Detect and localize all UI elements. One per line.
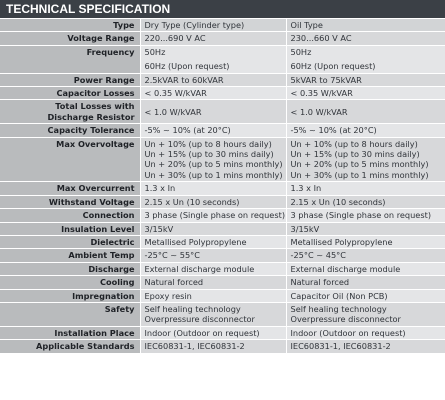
spec-row-cooling [0,276,445,289]
value-line: IEC60831-1, IEC60831-2 [290,341,391,352]
spec-row-impregnation [0,289,445,302]
row-label: Cooling [0,276,140,289]
dry-value [140,235,286,248]
spec-row-discharge [0,262,445,275]
spec-row-withstand-voltage [0,195,445,208]
oil-value [286,340,445,353]
spec-row-max-overcurrent [0,182,445,195]
value-line: 2.15 x Un (10 seconds) [144,196,240,207]
dry-value [140,302,286,326]
oil-value [286,262,445,275]
value-line: Overpressure disconnector [144,314,255,325]
row-label: Impregnation [0,289,140,302]
dry-value [140,276,286,289]
value-line: 50Hz [290,46,312,57]
row-label: Installation Place [0,326,140,339]
oil-value [286,32,445,45]
oil-value [286,276,445,289]
value-line: 230...660 V AC [290,33,352,44]
spec-row-dielectric [0,235,445,248]
spec-title: TECHNICAL SPECIFICATION [0,0,445,19]
value-line: Un + 15% (up to 30 mins daily) [144,149,274,160]
value-line: < 1.0 W/kVAR [290,106,348,117]
dry-value [140,124,286,137]
spec-row-power-range [0,73,445,86]
dry-value [140,222,286,235]
dry-value [140,45,286,73]
oil-value [286,235,445,248]
value-line: Natural forced [144,277,204,288]
value-line: 220...690 V AC [144,33,206,44]
spec-row-capacity-tolerance [0,124,445,137]
value-line: Self healing technology [290,303,387,314]
row-label: Capacitor Losses [0,87,140,100]
spec-row-ambient-temp [0,249,445,262]
value-line: Indoor (Outdoor on request) [144,327,260,338]
row-label: Connection [0,209,140,222]
oil-value [286,326,445,339]
oil-value [286,182,445,195]
value-line: Un + 20% (up to 5 mins monthly) [144,159,283,170]
oil-value [286,19,445,32]
value-line: Metallised Polypropylene [144,236,247,247]
value-line: Un + 20% (up to 5 mins monthly) [290,159,429,170]
spec-row-connection [0,209,445,222]
value-line: Un + 30% (up to 1 mins monthly) [290,169,429,180]
oil-value [286,73,445,86]
value-line: 1.3 x In [290,183,322,194]
value-line: 3 phase (Single phase on request) [144,210,286,221]
value-line: -5% ~ 10% (at 20°C) [290,125,377,136]
value-line: 5kVAR to 75kVAR [290,74,362,85]
row-label: Capacity Tolerance [0,124,140,137]
value-line: Metallised Polypropylene [290,236,393,247]
spec-row-voltage-range [0,32,445,45]
dry-value [140,19,286,32]
label-line: Discharge Resistor [47,111,135,122]
dry-value [140,87,286,100]
dry-value [140,100,286,124]
oil-value [286,137,445,182]
row-label: Power Range [0,73,140,86]
spec-row-applicable-standards [0,340,445,353]
spec-row-capacitor-losses [0,87,445,100]
value-line: < 0.35 W/kVAR [290,88,353,99]
row-label: Safety [0,302,140,326]
dry-value [140,326,286,339]
dry-value [140,289,286,302]
oil-value [286,302,445,326]
value-line: 2.5kVAR to 60kVAR [144,74,224,85]
value-line: Epoxy resin [144,290,192,301]
value-line: < 0.35 W/kVAR [144,88,207,99]
row-label: Max Overcurrent [0,182,140,195]
value-line: Un + 15% (up to 30 mins daily) [290,149,420,160]
value-line: -25°C ~ 55°C [144,250,200,261]
oil-value [286,100,445,124]
spec-table [0,19,445,354]
dry-value [140,340,286,353]
oil-value [286,45,445,73]
value-line: External discharge module [144,263,255,274]
row-label: Applicable Standards [0,340,140,353]
dry-value [140,249,286,262]
value-line: Indoor (Outdoor on request) [290,327,406,338]
spec-row-frequency [0,45,445,73]
label-line: Total Losses with [55,101,135,112]
spec-row-type [0,19,445,32]
value-line: Un + 30% (up to 1 mins monthly) [144,169,283,180]
value-line: -5% ~ 10% (at 20°C) [144,125,231,136]
spec-row-insulation-level [0,222,445,235]
row-label [0,100,140,124]
spec-row-installation-place [0,326,445,339]
row-label: Withstand Voltage [0,195,140,208]
row-label: Voltage Range [0,32,140,45]
value-line: < 1.0 W/kVAR [144,106,202,117]
row-label: Type [0,19,140,32]
value-line: 60Hz (Upon request) [144,61,230,72]
value-line: 1.3 x In [144,183,176,194]
dry-value [140,182,286,195]
oil-value [286,289,445,302]
dry-value [140,73,286,86]
oil-value [286,209,445,222]
oil-value [286,124,445,137]
value-line: 2.15 x Un (10 seconds) [290,196,386,207]
value-line: 3/15kV [290,223,320,234]
value-line: Un + 10% (up to 8 hours daily) [290,138,418,149]
value-line: 50Hz [144,46,166,57]
oil-value [286,87,445,100]
oil-value [286,195,445,208]
dry-value [140,32,286,45]
value-line: Dry Type (Cylinder type) [144,20,245,30]
dry-value [140,195,286,208]
value-line: Oil Type [290,20,323,30]
dry-value [140,209,286,222]
value-line: 3/15kV [144,223,174,234]
value-line: Capacitor Oil (Non PCB) [290,290,388,301]
dry-value [140,137,286,182]
value-line: 60Hz (Upon request) [290,61,376,72]
dry-value [140,262,286,275]
row-label: Discharge [0,262,140,275]
spec-row-total-losses [0,100,445,124]
row-label: Insulation Level [0,222,140,235]
value-line: External discharge module [290,263,401,274]
value-line: Self healing technology [144,303,241,314]
value-line: Natural forced [290,277,350,288]
value-line: Overpressure disconnector [290,314,401,325]
oil-value [286,222,445,235]
row-label: Dielectric [0,235,140,248]
row-label: Frequency [0,45,140,73]
oil-value [286,249,445,262]
value-line: Un + 10% (up to 8 hours daily) [144,138,272,149]
value-line: -25°C ~ 45°C [290,250,346,261]
row-label: Max Overvoltage [0,137,140,182]
value-line: IEC60831-1, IEC60831-2 [144,341,245,352]
spec-row-max-overvoltage [0,137,445,182]
spec-row-safety [0,302,445,326]
row-label: Ambient Temp [0,249,140,262]
value-line: 3 phase (Single phase on request) [290,210,432,221]
